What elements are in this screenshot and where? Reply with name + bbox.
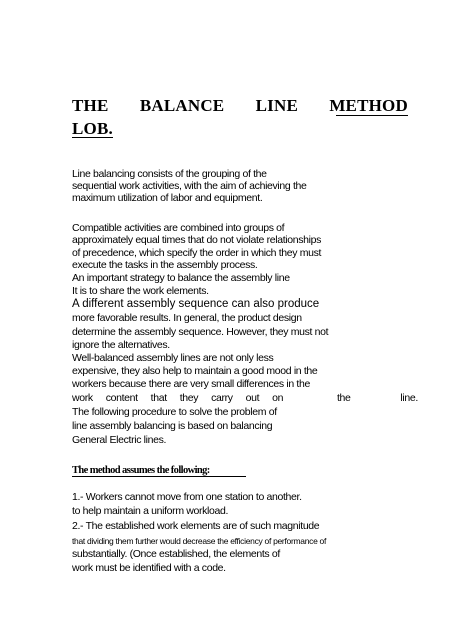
title-word: LINE [255, 96, 299, 115]
title-word: THE [72, 96, 109, 115]
text-line: sequential work activities, with the aim of achieving the [72, 180, 307, 192]
list-item: 2.- The established work elements are of such magnitude [72, 520, 320, 532]
text-line: of precedence, which specify the order in which they must [72, 247, 322, 259]
list-item: to help maintain a uniform workload. [72, 505, 229, 517]
title-line-1 [72, 96, 408, 116]
text-line: It is to share the work elements. [72, 285, 209, 297]
list-item: substantially. (Once established, the elements of [72, 548, 280, 560]
word-gap [363, 392, 387, 404]
word: out [245, 392, 260, 404]
text-line: line assembly balancing is based on balancing [72, 420, 273, 432]
word: content [105, 392, 138, 404]
title-line-2: LOB. [72, 119, 113, 138]
list-item: that dividing them further would decrease the efficiency of performance of [72, 536, 327, 546]
text-line: more favorable results. In general, the product design [72, 312, 302, 324]
text-line: An important strategy to balance the assembly line [72, 272, 290, 284]
text-line: Line balancing consists of the grouping of the [72, 168, 267, 180]
word: work [72, 392, 93, 404]
text-line: Well-balanced assembly lines are not only less [72, 352, 274, 364]
title-underline [336, 115, 408, 116]
word: line. [400, 392, 418, 404]
word: on [272, 392, 284, 404]
word: that [150, 392, 167, 404]
word: carry [211, 392, 233, 404]
text-line: expensive, they also help to maintain a good mood in the [72, 365, 318, 377]
text-line: The following procedure to solve the problem of [72, 406, 277, 418]
text-line: A different assembly sequence can also produce [72, 298, 320, 310]
word-gap [296, 392, 324, 404]
text-line: General Electric lines. [72, 434, 167, 446]
text-line: approximately equal times that do not violate relationships [72, 234, 322, 246]
text-line: maximum utilization of labor and equipment. [72, 192, 263, 204]
title-word: METHOD [329, 96, 408, 115]
text-line: execute the tasks in the assembly process. [72, 259, 258, 271]
title-word: BALANCE [139, 96, 225, 115]
section-subheading: The method assumes the following: [72, 465, 246, 477]
list-item: work must be identified with a code. [72, 562, 226, 574]
text-line: workers because there are very small differences in the [72, 378, 310, 390]
text-line: Compatible activities are combined into groups of [72, 222, 285, 234]
text-line: determine the assembly sequence. However, they must not [72, 326, 329, 338]
list-item: 1.- Workers cannot move from one station to another. [72, 491, 302, 503]
text-line: ignore the alternatives. [72, 339, 170, 351]
justified-text-line [72, 392, 418, 404]
word: they [179, 392, 199, 404]
word: the [336, 392, 351, 404]
